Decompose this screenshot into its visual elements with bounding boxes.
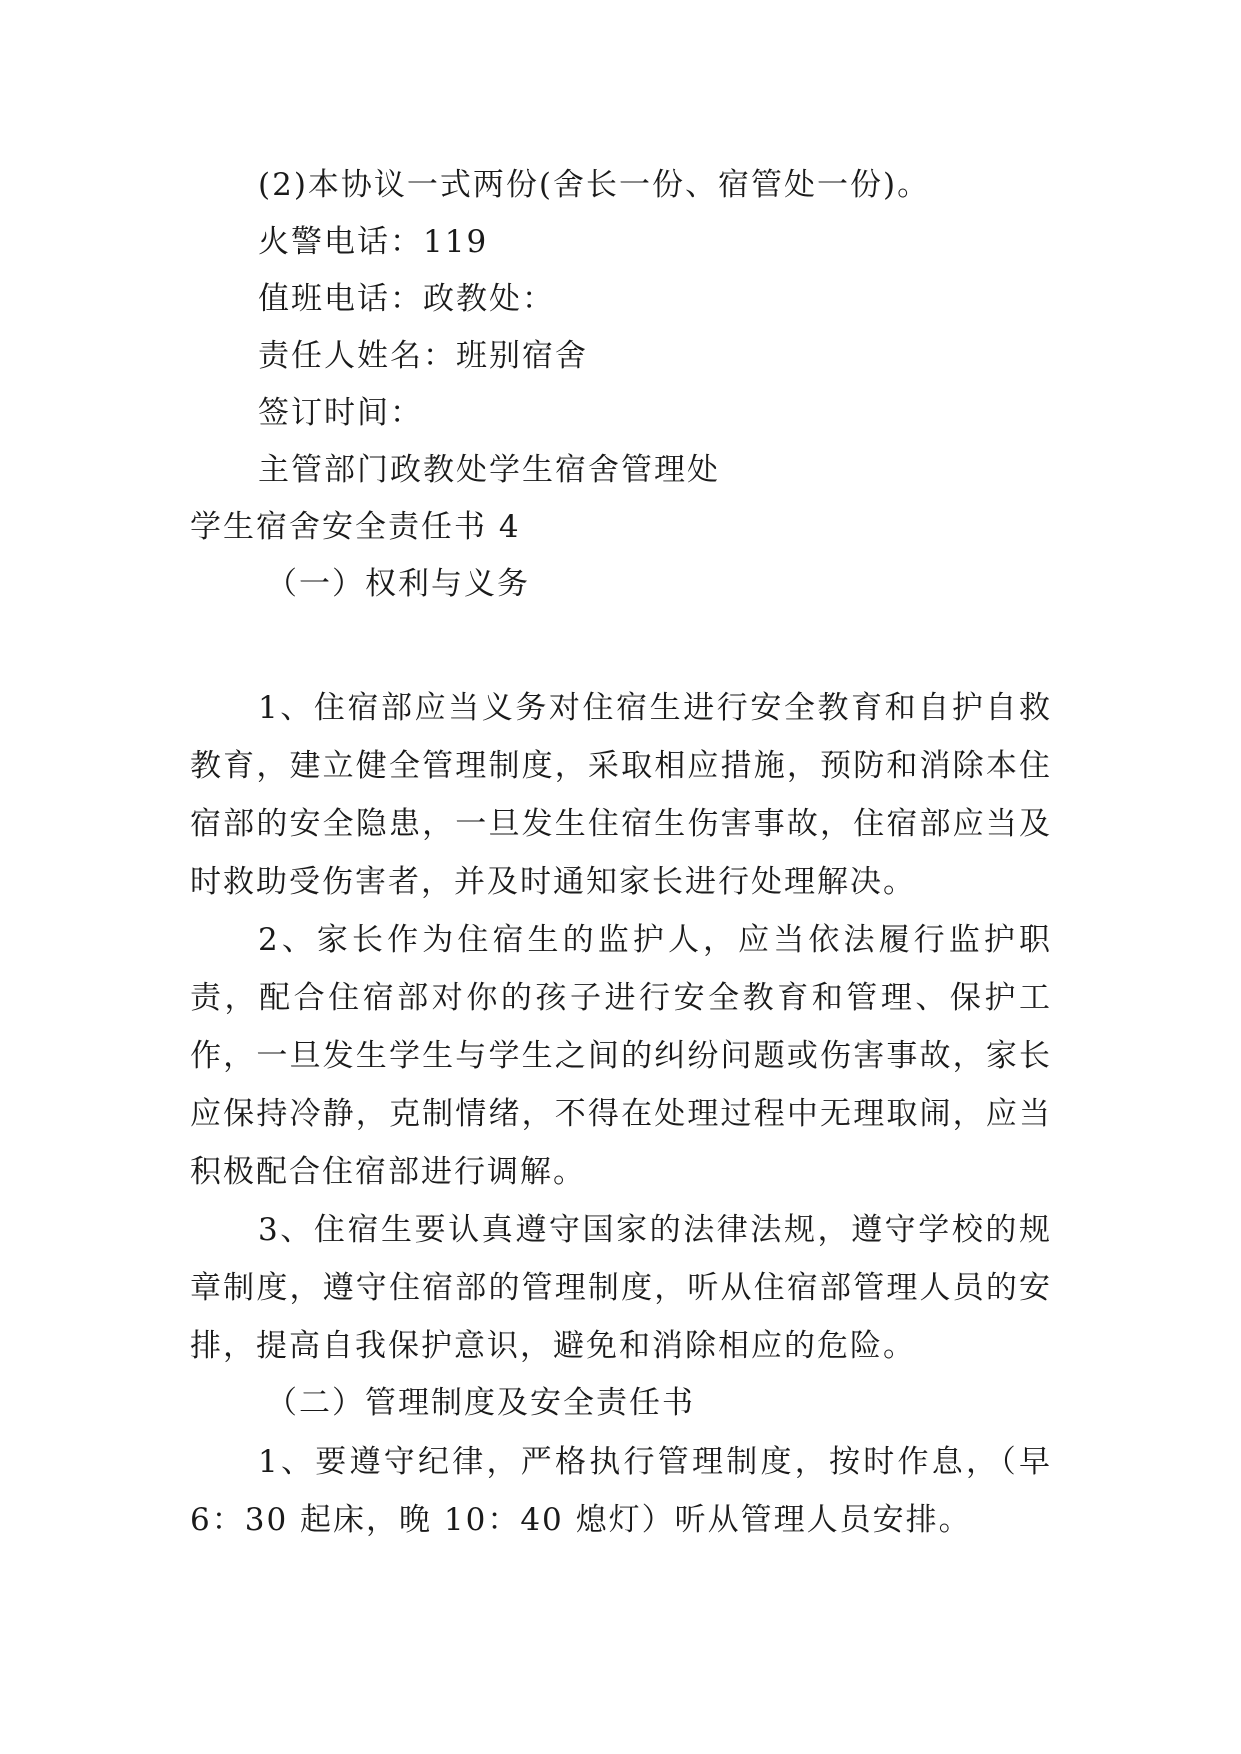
paragraph-3: 3、住宿生要认真遵守国家的法律法规，遵守学校的规章制度，遵守住宿部的管理制度，听从住宿部管理人员的安排，提高自我保护意识，避免和消除相应的危险。 [190, 1212, 1052, 1364]
duty-phone-line: 值班电话：政教处： [258, 281, 555, 317]
fire-phone-line: 火警电话：119 [258, 224, 489, 260]
paragraph-4: 1、要遵守纪律，严格执行管理制度，按时作息，（早 6：30 起床，晚 10：40 熄灯）听从管理人员安排。 [190, 1444, 1052, 1538]
section-heading-rules: （二）管理制度及安全责任书 [266, 1385, 695, 1421]
agreement-copies-line: (2)本协议一式两份(舍长一份、宿管处一份)。 [258, 167, 931, 203]
department-line: 主管部门政教处学生宿舍管理处 [258, 452, 720, 488]
document-title: 学生宿舍安全责任书 4 [190, 509, 521, 545]
paragraph-2: 2、家长作为住宿生的监护人，应当依法履行监护职责，配合住宿部对你的孩子进行安全教育和管理、保护工作，一旦发生学生与学生之间的纠纷问题或伤害事故，家长应保持冷静，克制情绪，不得在处理过程中无理取闹，应当积极配合住宿部进行调解。 [190, 922, 1052, 1190]
responsible-person-line: 责任人姓名：班别宿舍 [258, 338, 588, 374]
paragraph-1: 1、住宿部应当义务对住宿生进行安全教育和自护自救教育，建立健全管理制度，采取相应措施，预防和消除本住宿部的安全隐患，一旦发生住宿生伤害事故，住宿部应当及时救助受伤害者，并及时通知家长进行处理解决。 [190, 690, 1052, 900]
section-heading-rights: （一）权利与义务 [266, 566, 530, 602]
signing-time-line: 签订时间： [258, 395, 423, 431]
